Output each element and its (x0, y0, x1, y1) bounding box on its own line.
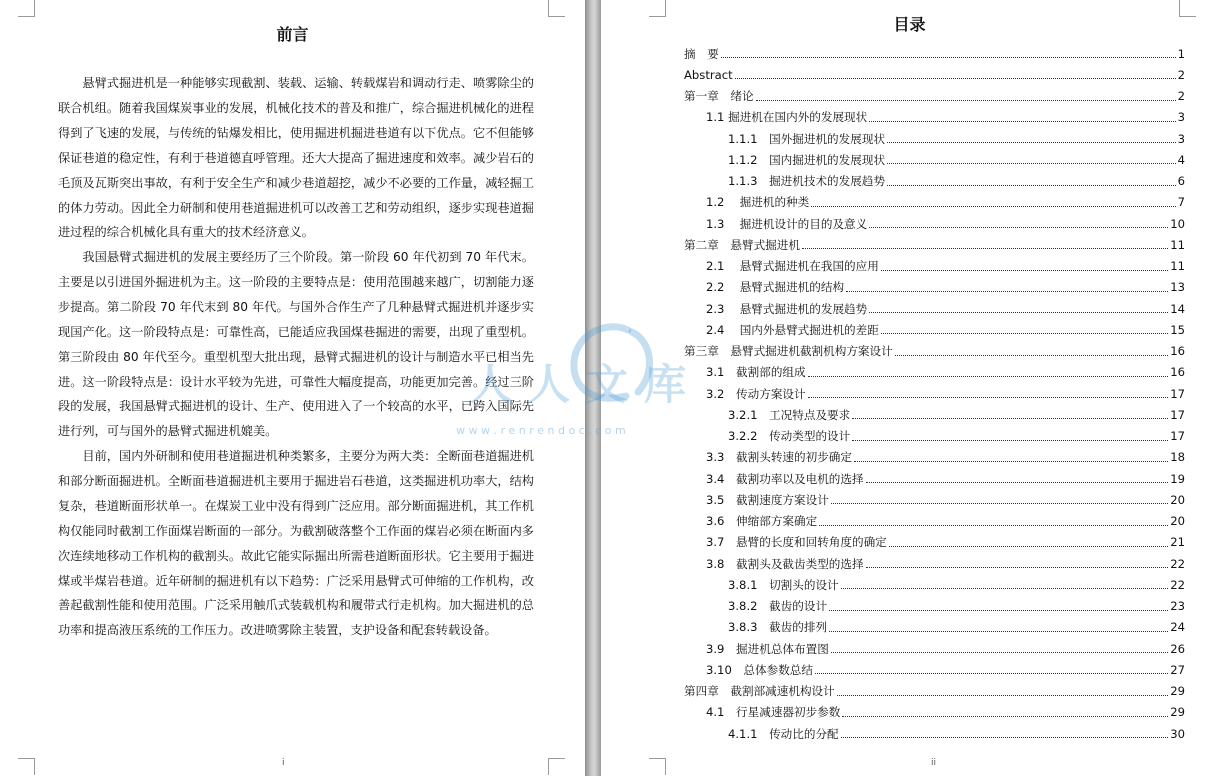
toc-entry-label: 3.8.1 切割头的设计 (728, 577, 839, 592)
toc-entry-label: 3.10 总体参数总结 (706, 662, 813, 677)
toc-dot-leader (866, 567, 1169, 568)
crop-mark (18, 0, 35, 17)
toc-entry-page: 24 (1170, 620, 1185, 635)
toc-dot-leader (808, 376, 1169, 377)
toc-entry-page: 27 (1170, 662, 1185, 677)
toc-entry-page: 17 (1170, 407, 1185, 422)
toc-entry[interactable] (706, 511, 1185, 532)
paragraph: 我国悬臂式掘进机的发展主要经历了三个阶段。第一阶段 60 年代初到 70 年代末。主要是以引进国外掘进机为主。这一阶段的主要特点是：使用范围越来越广，切割能力逐步提高。第二阶段 70 年代末到 80 年代。与国外合作生产了几种悬臂式掘进机并逐步实现国产化。这一阶段特点是：可靠性高，已能适应我国煤巷掘进的需要，出现了重型机。第三阶段由 80 年代至今。重型机型大批出现，悬臂式掘进机的设计与制造水平已相当先进。这一阶段特点是：设计水平较为先进，可靠性大幅度提高，功能更加完善。经过三阶段的发展，我国悬臂式掘进机的设计、生产、使用进入了一个较高的水平，已跨入国际先进行列，可与国外的悬臂式掘进机媲美。 (58, 250, 534, 439)
toc-entry-label: 3.2.2 传动类型的设计 (728, 429, 851, 443)
document-page-left (0, 0, 585, 776)
toc-dot-leader (721, 57, 1176, 58)
toc-entry[interactable] (706, 277, 1185, 298)
toc-entry-label: 3.1 截割部的组成 (706, 365, 806, 380)
toc-entry-page: 23 (1170, 599, 1185, 613)
toc-entry-page: 29 (1170, 684, 1185, 698)
toc-entry-page: 6 (1177, 174, 1185, 188)
toc-dot-leader (852, 418, 1168, 419)
toc-entry-label: 1.1.1 国外掘进机的发展现状 (728, 131, 886, 146)
toc-entry-label: 3.7 悬臂的长度和回转角度的确定 (706, 535, 887, 550)
toc-dot-leader (829, 610, 1168, 611)
toc-entry-label: 第一章 绪论 (684, 89, 754, 103)
toc-entry[interactable] (706, 553, 1185, 574)
watermark-url: w w w . r e n r e n d o c . c o m (456, 424, 626, 437)
toc-entry[interactable] (728, 149, 1185, 170)
toc-entry-page: 30 (1170, 726, 1185, 741)
toc-entry[interactable] (684, 43, 1185, 64)
toc-entry-label: 1.1.2 国内掘进机的发展现状 (728, 152, 886, 167)
toc-entry-label: 2.2 悬臂式掘进机的结构 (706, 280, 845, 295)
toc-entry-label: 3.9 掘进机总体布置图 (706, 641, 829, 656)
toc-entry-page: 11 (1170, 259, 1185, 273)
toc-entry-label: 第二章 悬臂式掘进机 (684, 237, 800, 252)
page-gutter (585, 0, 601, 776)
toc-entry-page: 13 (1170, 280, 1185, 295)
toc-dot-leader (881, 270, 1168, 271)
toc-dot-leader (841, 588, 1169, 589)
toc-dot-leader (837, 695, 1169, 696)
toc-dot-leader (881, 333, 1168, 334)
toc-entry-page: 4 (1177, 152, 1185, 167)
toc-title: 目录 (893, 15, 926, 34)
toc-entry-label: 3.2 传动方案设计 (706, 386, 806, 401)
toc-entry-label: 1.3 掘进机设计的目的及意义 (706, 216, 868, 231)
toc-dot-leader (842, 716, 1168, 717)
toc-dot-leader (852, 440, 1168, 441)
toc-dot-leader (889, 546, 1168, 547)
toc-dot-leader (829, 631, 1168, 632)
toc-dot-leader (831, 503, 1168, 504)
toc-entry-page: 10 (1170, 216, 1185, 231)
toc-entry-page: 20 (1170, 514, 1185, 528)
toc-dot-leader (854, 461, 1168, 462)
toc-entry-label: 3.8 截割头及截齿类型的选择 (706, 556, 864, 571)
toc-entry-label: 1.1.3 掘进机技术的发展趋势 (728, 174, 886, 188)
toc-entry-page: 3 (1177, 110, 1185, 125)
toc-entry[interactable] (706, 192, 1185, 213)
toc-entry[interactable] (728, 723, 1185, 744)
toc-entry-page: 2 (1177, 67, 1185, 82)
crop-mark (649, 758, 666, 775)
toc-entry[interactable] (728, 574, 1185, 595)
toc-dot-leader (808, 397, 1169, 398)
toc-dot-leader (819, 525, 1168, 526)
toc-entry[interactable] (684, 234, 1185, 255)
crop-mark (548, 0, 565, 17)
toc-dot-leader (815, 673, 1168, 674)
toc-dot-leader (869, 227, 1168, 228)
toc-entry-page: 26 (1170, 641, 1185, 656)
toc-dot-leader (866, 482, 1169, 483)
toc-entry[interactable] (728, 128, 1185, 149)
toc-entry-label: 2.1 悬臂式掘进机在我国的应用 (706, 259, 879, 273)
toc-entry[interactable] (706, 702, 1185, 723)
toc-dot-leader (887, 185, 1176, 186)
toc-entry[interactable] (706, 107, 1185, 128)
toc-entry-label: 3.5 截割速度方案设计 (706, 492, 829, 507)
toc-entry[interactable] (706, 298, 1185, 319)
toc-entry[interactable] (706, 383, 1185, 404)
toc-entry[interactable] (706, 532, 1185, 553)
toc-entry[interactable] (728, 404, 1185, 425)
toc-entry-page: 22 (1170, 577, 1185, 592)
page-title: 前言 (276, 25, 309, 44)
toc-entry-label: 3.4 截割功率以及电机的选择 (706, 471, 864, 486)
toc-entry-page: 17 (1170, 386, 1185, 401)
toc-entry[interactable] (706, 256, 1185, 277)
toc-entry-label: 1.1 掘进机在国内外的发展现状 (706, 110, 868, 125)
toc-entry[interactable] (684, 64, 1185, 85)
toc-dot-leader (846, 291, 1168, 292)
document-page-right (601, 0, 1218, 776)
crop-mark (18, 758, 35, 775)
toc-entry[interactable] (706, 659, 1185, 680)
toc-entry[interactable] (706, 489, 1185, 510)
toc-entry[interactable] (728, 617, 1185, 638)
toc-entry-page: 7 (1177, 195, 1185, 210)
toc-dot-leader (887, 142, 1176, 143)
page-number: i (282, 758, 285, 768)
toc-dot-leader (831, 652, 1168, 653)
toc-entry[interactable] (706, 468, 1185, 489)
toc-entry-page: 19 (1170, 471, 1185, 486)
toc-dot-leader (756, 100, 1176, 101)
toc-entry[interactable] (728, 171, 1185, 192)
toc-dot-leader (735, 78, 1176, 79)
toc-entry-page: 16 (1170, 365, 1185, 380)
toc-entry[interactable] (706, 638, 1185, 659)
toc-entry-label: 1.2 掘进机的种类 (706, 195, 810, 210)
toc-entry-label: 3.3 截割头转速的初步确定 (706, 450, 852, 465)
toc-entry-page: 22 (1170, 556, 1185, 571)
toc-entry-label: 3.6 伸缩部方案确定 (706, 514, 818, 528)
toc-entry-page: 17 (1170, 429, 1185, 443)
toc-entry[interactable] (706, 213, 1185, 234)
toc-entry-page: 21 (1170, 535, 1185, 550)
toc-dot-leader (895, 355, 1169, 356)
toc-dot-leader (869, 121, 1175, 122)
toc-dot-leader (869, 312, 1168, 313)
toc-dot-leader (802, 248, 1168, 249)
page-number: ii (931, 758, 937, 768)
toc-entry[interactable] (728, 596, 1185, 617)
toc-entry[interactable] (684, 341, 1185, 362)
paragraph: 悬臂式掘进机是一种能够实现截割、装载、运输、转载煤岩和调动行走、喷雾除尘的联合机组。随着我国煤炭事业的发展，机械化技术的普及和推广，综合掘进机械化的进程得到了飞速的发展，与传统的钻爆发相比，使用掘进机掘进巷道有以下优点。它不但能够保证巷道的稳定性，有利于巷道德直呼管理。还大大提高了掘进速度和效率。减少岩石的毛顶及瓦斯突出事故，有利于安全生产和减少巷道超挖，减少不必要的工作量，减轻掘工的体力劳动。因此全力研制和使用巷道掘进机可以改善工艺和劳动组织，逐步实现巷道掘进过程的综合机械化具有重大的技术经济意义。 (58, 76, 534, 240)
toc-dot-leader (811, 206, 1175, 207)
toc-entry-label: 3.8.2 截齿的设计 (728, 599, 828, 613)
toc-entry[interactable] (706, 362, 1185, 383)
toc-entry-page: 18 (1170, 450, 1185, 465)
paragraph: 目前，国内外研制和使用巷道掘进机种类繁多，主要分为两大类：全断面巷道掘进机和部分断面掘进机。全断面巷道掘进机主要用于掘进岩石巷道，这类掘进机功率大，结构复杂，巷道断面形状单一。在煤炭工业中没有得到广泛应用。部分断面掘进机，其工作机构仅能同时截割工作面煤岩断面的一部分。为截割破落整个工作面的煤岩必须在断面内多次连续地移动工作机构的截割头。故此它能实际掘出所需巷道断面形状。它主要用于掘进煤或半煤岩巷道。近年研制的掘进机有以下趋势：广泛采用悬臂式可伸缩的工作机构，改善起截割性能和使用范围。广泛采用触爪式装载机构和履带式行走机构。加大掘进机的总功率和提高液压系统的工作压力。改进喷雾除主装置，支护设备和配套转载设备。 (58, 449, 534, 638)
toc-entry[interactable] (684, 86, 1185, 107)
toc-entry-label: 2.4 国内外悬臂式掘进机的差距 (706, 322, 879, 337)
toc-entry-label: 3.2.1 工况特点及要求 (728, 407, 851, 422)
toc-entry[interactable] (684, 681, 1185, 702)
toc-entry-page: 16 (1170, 344, 1185, 358)
toc-entry-label: 第四章 截割部减速机构设计 (684, 684, 835, 698)
toc-entry[interactable] (706, 319, 1185, 340)
toc-entry[interactable] (728, 426, 1185, 447)
toc-entry-label: 摘 要 (684, 46, 719, 61)
toc-entry-label: 4.1 行星减速器初步参数 (706, 705, 841, 720)
toc-entry-page: 29 (1170, 705, 1185, 720)
toc-entry-page: 11 (1170, 237, 1185, 252)
toc-entry-page: 3 (1177, 131, 1185, 146)
crop-mark (548, 758, 565, 775)
toc-entry-page: 14 (1170, 301, 1185, 316)
toc-entry-label: 第三章 悬臂式掘进机截割机构方案设计 (684, 344, 893, 358)
watermark-logo-text: 人人文库 (470, 360, 703, 409)
toc-entry[interactable] (706, 447, 1185, 468)
toc-entry-page: 20 (1170, 492, 1185, 507)
toc-entry-label: 4.1.1 传动比的分配 (728, 726, 839, 741)
toc-entry-label: 3.8.3 截齿的排列 (728, 620, 828, 635)
toc-entry-label: 2.3 悬臂式掘进机的发展趋势 (706, 301, 868, 316)
toc-entry-label: Abstract (684, 67, 733, 82)
toc-entry-page: 2 (1177, 89, 1185, 103)
toc-dot-leader (841, 737, 1169, 738)
toc-entry-page: 1 (1177, 46, 1185, 61)
toc-entry-page: 15 (1170, 322, 1185, 337)
toc-dot-leader (887, 163, 1176, 164)
